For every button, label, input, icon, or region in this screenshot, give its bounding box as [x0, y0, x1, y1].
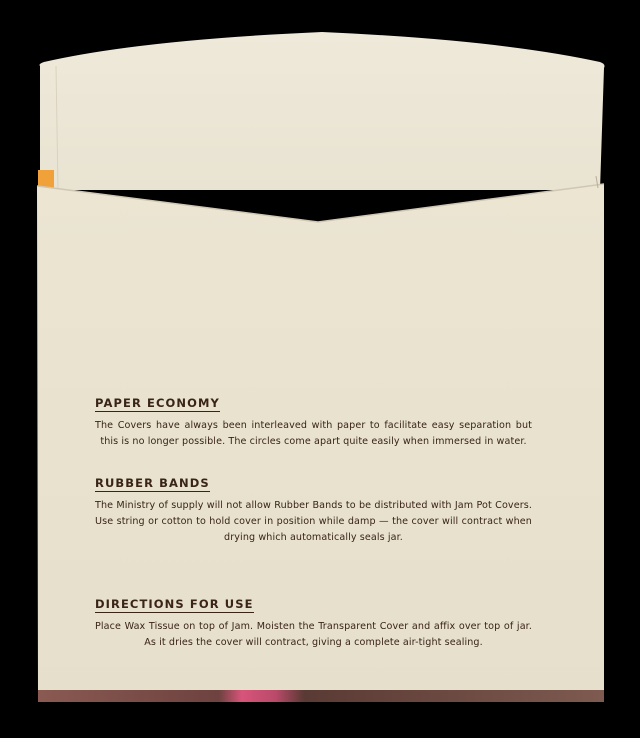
bottom-strip	[38, 690, 604, 702]
paper-economy-heading: PAPER ECONOMY	[95, 396, 220, 410]
section-rubber-bands	[95, 472, 532, 546]
directions-body: Place Wax Tissue on top of Jam. Moisten the Transparent Cover and affix over top of jar. As it dries the cover will contract, giving a complete air-tight sealing.	[95, 621, 532, 648]
paper-economy-body: The Covers have always been interleaved with paper to facilitate easy separation but this is no longer possible. The circles come apart quite easily when immersed in water.	[95, 420, 532, 447]
envelope-top-flap	[40, 32, 605, 190]
section-paper-economy	[95, 392, 532, 450]
directions-heading: DIRECTIONS FOR USE	[95, 597, 254, 611]
rubber-bands-heading: RUBBER BANDS	[95, 476, 210, 490]
rubber-bands-body: The Ministry of supply will not allow Rubber Bands to be distributed with Jam Pot Covers. Use string or cotton to hold cover in position while damp — the cover will contract when drying which automatically seals jar.	[95, 500, 532, 543]
section-directions-for-use	[95, 593, 532, 651]
